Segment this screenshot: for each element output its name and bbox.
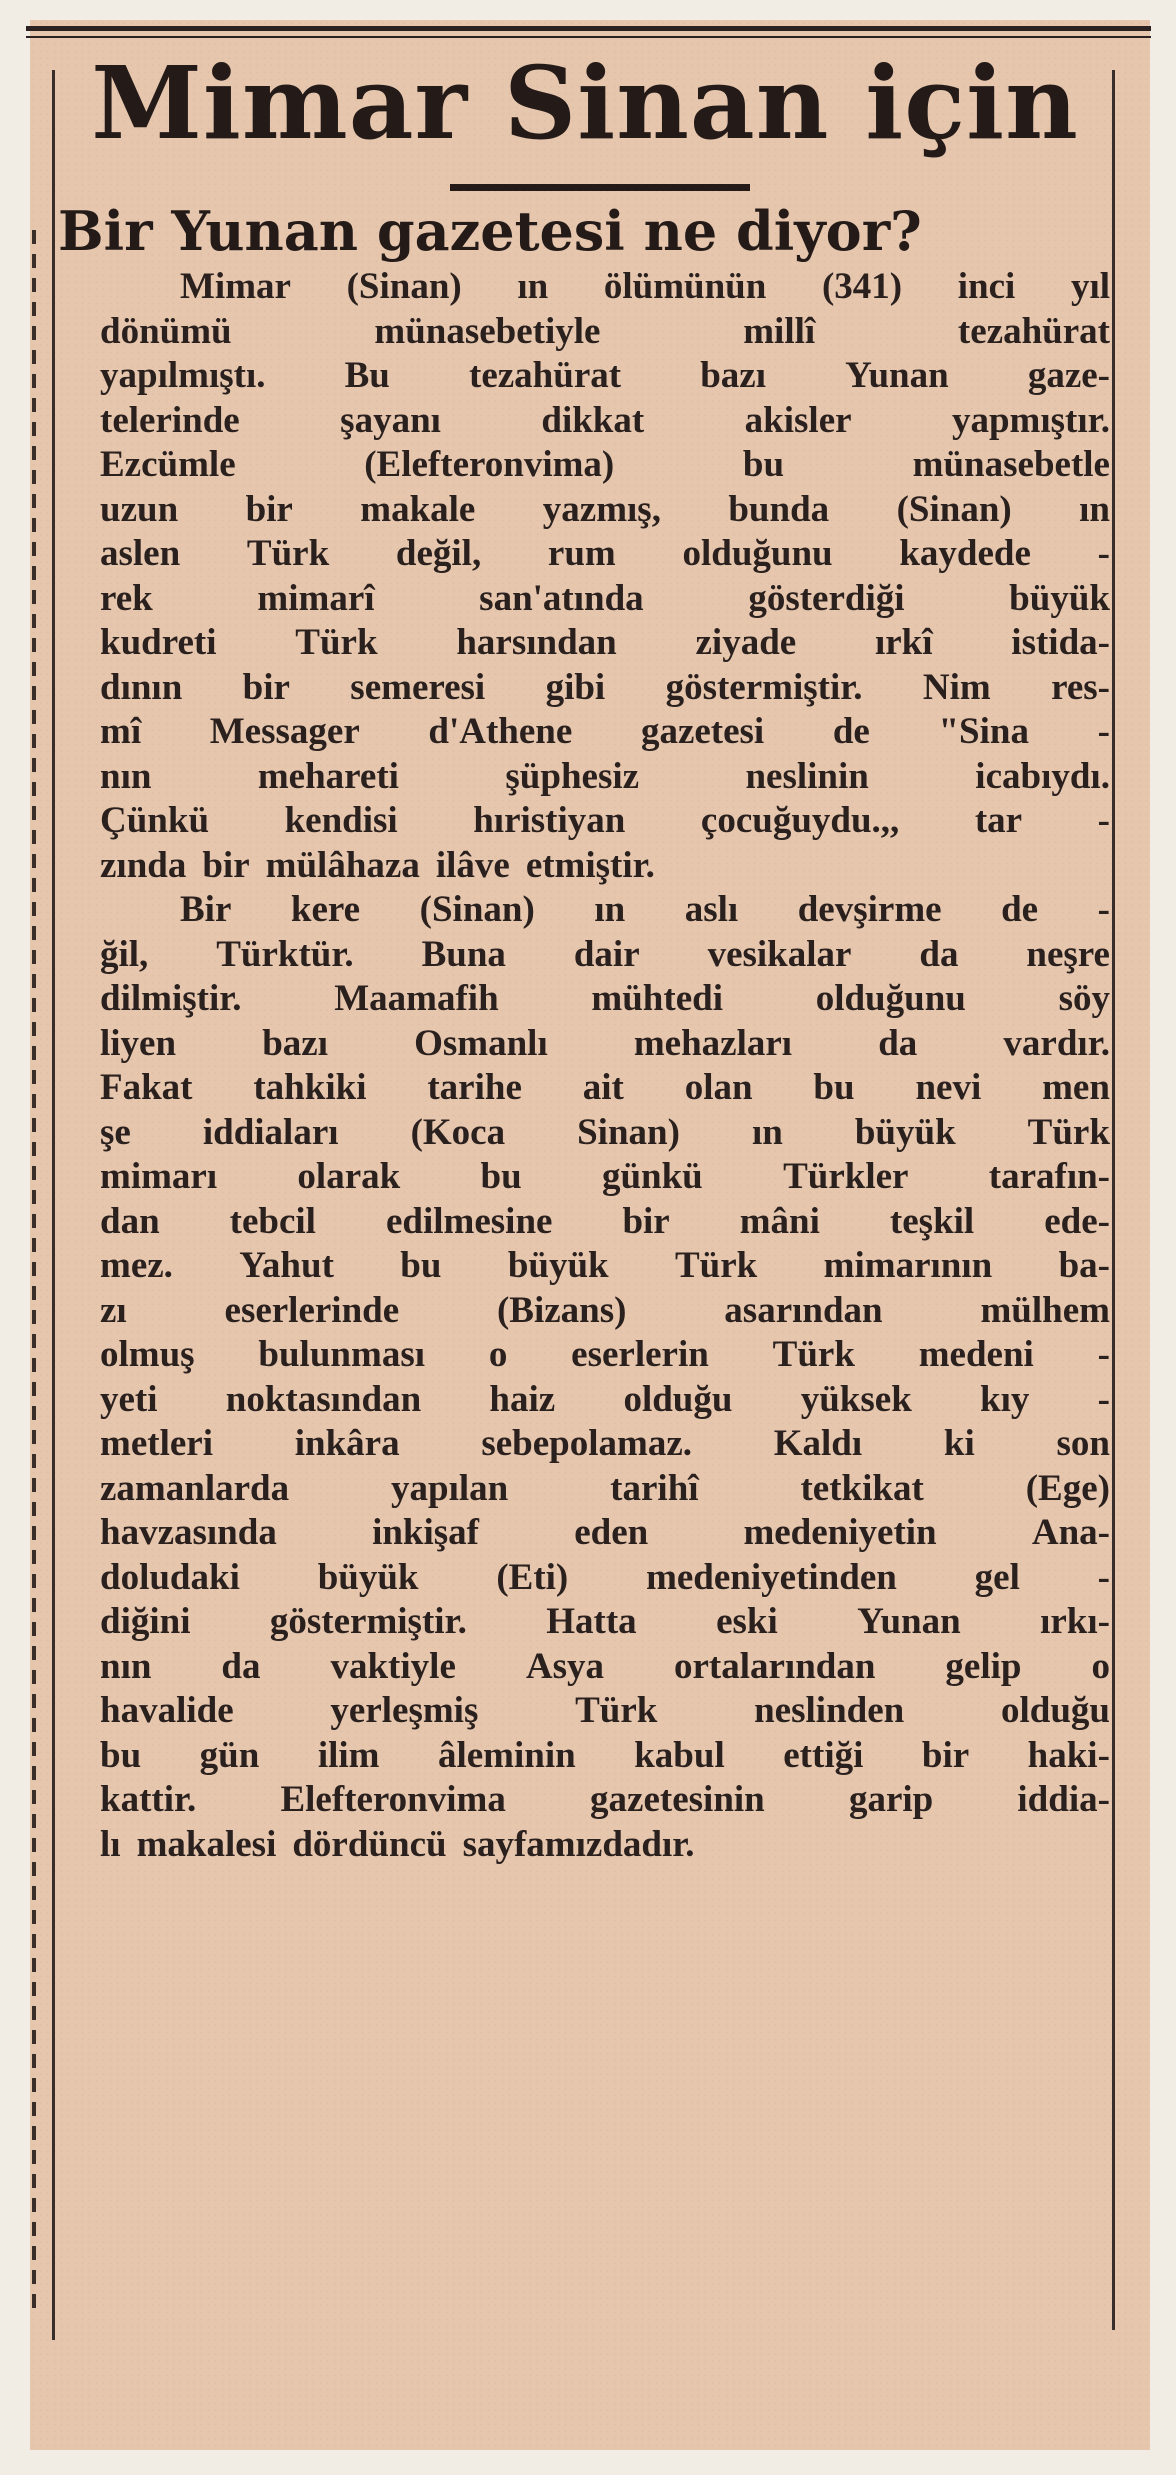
- word: neşre: [1026, 933, 1110, 975]
- word: teşkil: [889, 1200, 975, 1242]
- word: aslen: [100, 533, 181, 574]
- word: tar: [974, 800, 1023, 841]
- word: rum: [547, 533, 616, 574]
- word: olduğunu: [815, 978, 966, 1019]
- word: mühtedi: [591, 978, 723, 1019]
- word: zında: [100, 844, 187, 886]
- word: hıristiyan: [473, 800, 626, 841]
- word: dördüncü: [292, 1823, 447, 1865]
- word: ede-: [1044, 1200, 1110, 1242]
- word: Asya: [525, 1645, 604, 1687]
- word: mehareti: [257, 755, 399, 797]
- word: Osmanlı: [414, 1022, 548, 1064]
- word: Çünkü: [100, 800, 210, 841]
- word: bu: [742, 444, 785, 485]
- word: şayanı: [340, 399, 441, 441]
- word: Hatta: [546, 1601, 637, 1642]
- word: (Eti): [496, 1556, 569, 1598]
- word: Türk: [575, 1690, 658, 1731]
- word: yapılmıştı.: [100, 355, 266, 396]
- article-body: [100, 265, 1110, 1867]
- word: kabul: [634, 1734, 725, 1776]
- text-line: [100, 1734, 1110, 1779]
- text-line: [100, 577, 1110, 622]
- word: olmuş: [100, 1334, 195, 1375]
- word: Yunan: [857, 1601, 961, 1642]
- word: medeni: [918, 1334, 1034, 1375]
- text-line: [100, 1333, 1110, 1378]
- word: ziyade: [695, 622, 797, 663]
- text-line: [100, 399, 1110, 444]
- word: ki: [943, 1423, 975, 1464]
- text-line: [100, 1645, 1110, 1690]
- top-rule-thin: [26, 36, 1151, 38]
- word: ırkî: [874, 622, 933, 663]
- word: de: [832, 711, 870, 752]
- word: vesikalar: [707, 933, 852, 975]
- word: bir: [242, 666, 290, 708]
- word: Nim: [922, 666, 991, 708]
- word: vardır.: [1003, 1022, 1110, 1064]
- word: kattir.: [100, 1779, 197, 1820]
- word: (Bizans): [496, 1289, 627, 1331]
- word: dönümü: [100, 310, 232, 352]
- word: bir: [245, 488, 293, 530]
- word: metleri: [100, 1423, 213, 1464]
- top-rule: [26, 26, 1151, 31]
- word: tarafın-: [988, 1156, 1110, 1197]
- word: günkü: [601, 1156, 703, 1197]
- word: -: [1097, 800, 1110, 841]
- word: Sinan): [577, 1111, 680, 1153]
- word: Bu: [344, 355, 390, 396]
- text-line: [100, 1378, 1110, 1423]
- word: ilim: [317, 1734, 380, 1776]
- text-line: [100, 488, 1110, 533]
- word: göstermiştir.: [665, 666, 863, 708]
- word: şe: [100, 1111, 131, 1153]
- word: -: [1097, 1334, 1110, 1375]
- word: dilmiştir.: [100, 978, 242, 1019]
- word: (Sinan): [419, 889, 535, 930]
- word: bu: [100, 1734, 142, 1776]
- word: gazetesi: [640, 711, 765, 752]
- word: yazmış,: [542, 488, 661, 530]
- word: Türkler: [783, 1156, 909, 1197]
- word: olduğu: [1000, 1690, 1110, 1731]
- word: olan: [684, 1067, 753, 1108]
- word: uzun: [100, 488, 179, 530]
- word: Yunan: [845, 355, 949, 396]
- text-line: [100, 888, 1110, 933]
- word: tetkikat: [800, 1467, 924, 1509]
- text-line: [100, 443, 1110, 488]
- text-line: [100, 1022, 1110, 1067]
- word: harsından: [456, 622, 617, 663]
- word: olduğunu: [682, 533, 833, 574]
- word: göstermiştir.: [269, 1601, 467, 1642]
- left-column-rule: [52, 70, 55, 2340]
- word: olarak: [297, 1156, 401, 1197]
- word: gelip: [945, 1645, 1022, 1687]
- text-line: [100, 354, 1110, 399]
- word: da: [919, 933, 959, 975]
- word: çocuğuydu.,,: [700, 800, 900, 841]
- word: doludaki: [100, 1556, 240, 1598]
- word: sayfamızdadır.: [462, 1823, 695, 1865]
- text-line: [100, 1556, 1110, 1601]
- word: yerleşmiş: [330, 1690, 479, 1731]
- word: akisler: [744, 399, 852, 441]
- word: bir: [202, 844, 250, 886]
- text-line: [100, 844, 1110, 889]
- word: lı: [100, 1823, 121, 1865]
- word: san'atında: [479, 577, 644, 619]
- word: bir: [622, 1200, 670, 1242]
- word: münasebetiyle: [374, 310, 601, 352]
- word: men: [1042, 1067, 1110, 1108]
- word: inci: [957, 266, 1016, 307]
- text-line: [100, 1111, 1110, 1156]
- word: bunda: [728, 488, 830, 530]
- text-line: [100, 1689, 1110, 1734]
- word: -: [1097, 711, 1110, 752]
- word: liyen: [100, 1022, 177, 1064]
- word: haiz: [489, 1378, 556, 1420]
- word: inkâra: [294, 1423, 400, 1464]
- word: tebcil: [229, 1200, 316, 1242]
- word: yapılan: [391, 1467, 509, 1509]
- word: büyük: [507, 1245, 609, 1286]
- word: bu: [480, 1156, 522, 1197]
- word: ın: [594, 889, 626, 930]
- word: Elefteronvima: [280, 1779, 506, 1820]
- word: de: [1001, 889, 1039, 930]
- word: medeniyetinden: [646, 1556, 897, 1598]
- word: (Ege): [1025, 1467, 1110, 1509]
- word: Türk: [246, 533, 330, 574]
- word: nevi: [915, 1067, 982, 1108]
- word: eski: [716, 1601, 778, 1642]
- word: -: [1097, 1556, 1110, 1598]
- word: kere: [290, 889, 361, 930]
- text-line: [100, 799, 1110, 844]
- word: makale: [360, 488, 476, 530]
- word: ölümünün: [603, 266, 767, 307]
- word: neslinin: [745, 755, 869, 797]
- word: (341): [821, 266, 903, 307]
- word: Mimar: [180, 266, 291, 307]
- word: etmiştir.: [525, 844, 655, 886]
- left-dashed-border: [32, 230, 36, 2310]
- word: dının: [100, 666, 183, 708]
- word: münasebetle: [912, 444, 1110, 485]
- word: nın: [100, 755, 152, 797]
- word: gel: [974, 1556, 1020, 1598]
- word: ın: [1079, 488, 1110, 530]
- text-line: [100, 1244, 1110, 1289]
- word: tezahürat: [957, 310, 1110, 352]
- word: diğini: [100, 1601, 191, 1642]
- word: son: [1056, 1423, 1110, 1464]
- word: büyük: [1009, 577, 1110, 619]
- word: (Sinan): [896, 488, 1012, 530]
- word: bulunması: [258, 1334, 425, 1375]
- word: noktasından: [225, 1378, 422, 1420]
- word: (Sinan): [346, 266, 462, 307]
- word: neslinden: [754, 1690, 905, 1731]
- word: bazı: [262, 1022, 328, 1064]
- word: Buna: [421, 933, 506, 975]
- word: aslı: [684, 889, 739, 930]
- word: büyük: [317, 1556, 419, 1598]
- word: bu: [813, 1067, 855, 1108]
- word: inkişaf: [372, 1512, 479, 1553]
- text-line: [100, 977, 1110, 1022]
- word: yıl: [1070, 266, 1110, 307]
- word: yüksek: [800, 1378, 912, 1420]
- text-line: [100, 755, 1110, 800]
- text-line: [100, 1200, 1110, 1245]
- word: sebepolamaz.: [481, 1423, 692, 1464]
- word: medeniyetin: [743, 1512, 937, 1553]
- word: o: [488, 1334, 508, 1375]
- word: mehazları: [633, 1022, 793, 1064]
- word: mî: [100, 711, 142, 752]
- word: da: [878, 1022, 918, 1064]
- word: millî: [743, 310, 816, 352]
- word: bazı: [700, 355, 766, 396]
- word: -: [1097, 889, 1110, 930]
- word: ırkı-: [1040, 1601, 1110, 1642]
- word: Ezcümle: [100, 444, 236, 485]
- word: eserlerinde: [224, 1289, 400, 1331]
- word: mülhem: [980, 1289, 1110, 1331]
- word: edilmesine: [385, 1200, 553, 1242]
- text-line: [100, 1289, 1110, 1334]
- word: semeresi: [350, 666, 486, 708]
- word: -: [1097, 1378, 1110, 1420]
- word: zı: [100, 1289, 127, 1331]
- word: ğil,: [100, 933, 149, 975]
- word: dair: [573, 933, 640, 975]
- text-line: [100, 1778, 1110, 1823]
- word: şüphesiz: [505, 755, 640, 797]
- word: mâni: [739, 1200, 820, 1242]
- word: dan: [100, 1200, 160, 1242]
- word: Türk: [1027, 1111, 1110, 1153]
- word: Maamafih: [334, 978, 499, 1019]
- word: yeti: [100, 1378, 158, 1420]
- word: mez.: [100, 1245, 173, 1286]
- word: haki-: [1027, 1734, 1110, 1776]
- word: res-: [1051, 666, 1110, 708]
- text-line: [100, 1155, 1110, 1200]
- word: mimarı: [100, 1156, 218, 1197]
- word: kudreti: [100, 622, 217, 663]
- word: d'Athene: [428, 711, 573, 752]
- word: ın: [517, 266, 549, 307]
- text-line: [100, 1823, 1110, 1868]
- word: ba-: [1058, 1245, 1110, 1286]
- word: iddiaları: [202, 1111, 339, 1153]
- word: zamanlarda: [100, 1467, 290, 1509]
- word: kıy: [980, 1378, 1030, 1420]
- word: icabıydı.: [975, 755, 1110, 797]
- word: söy: [1058, 978, 1110, 1019]
- word: mimarî: [257, 577, 375, 619]
- word: makalesi: [136, 1823, 277, 1865]
- text-line: [100, 1600, 1110, 1645]
- word: Bir: [180, 889, 232, 930]
- word: eden: [574, 1512, 649, 1553]
- word: gaze-: [1027, 355, 1110, 396]
- text-line: [100, 265, 1110, 310]
- text-line: [100, 933, 1110, 978]
- word: yapmıştır.: [951, 399, 1110, 441]
- word: da: [221, 1645, 261, 1687]
- text-line: [100, 621, 1110, 666]
- word: gibi: [545, 666, 606, 708]
- word: kaydede: [899, 533, 1031, 574]
- word: vaktiyle: [330, 1645, 456, 1687]
- word: Kaldı: [773, 1423, 863, 1464]
- text-line: [100, 1066, 1110, 1111]
- word: tarihe: [427, 1067, 522, 1108]
- word: nın: [100, 1645, 152, 1687]
- word: -: [1097, 533, 1110, 574]
- word: Türk: [772, 1334, 855, 1375]
- paragraph-2: [100, 888, 1110, 1867]
- word: ait: [582, 1067, 624, 1108]
- word: ortalarından: [673, 1645, 876, 1687]
- word: garip: [848, 1779, 934, 1820]
- text-line: [100, 710, 1110, 755]
- text-line: [100, 310, 1110, 355]
- word: (Elefteronvima): [364, 444, 615, 485]
- word: gün: [199, 1734, 260, 1776]
- word: o: [1091, 1645, 1110, 1687]
- word: ın: [751, 1111, 783, 1153]
- word: olduğu: [623, 1378, 733, 1420]
- word: kendisi: [284, 800, 398, 841]
- right-column-rule: [1112, 70, 1115, 2330]
- word: dikkat: [541, 399, 645, 441]
- word: Türk: [295, 622, 378, 663]
- word: devşirme: [797, 889, 942, 930]
- word: Türk: [675, 1245, 758, 1286]
- word: değil,: [395, 533, 482, 574]
- word: telerinde: [100, 399, 240, 441]
- word: gazetesinin: [590, 1779, 765, 1820]
- text-line: [100, 1422, 1110, 1467]
- word: bir: [921, 1734, 970, 1776]
- word: bu: [400, 1245, 442, 1286]
- word: Ana-: [1031, 1512, 1110, 1553]
- word: eserlerin: [571, 1334, 709, 1375]
- word: Yahut: [239, 1245, 334, 1286]
- word: rek: [100, 577, 153, 619]
- text-line: [100, 1511, 1110, 1556]
- word: asarından: [724, 1289, 883, 1331]
- subheadline: Bir Yunan gazetesi ne diyor?: [58, 199, 922, 263]
- word: tezahürat: [469, 355, 622, 396]
- word: gösterdiği: [748, 577, 905, 619]
- headline-divider: [450, 184, 750, 191]
- word: Türktür.: [216, 933, 354, 975]
- text-line: [100, 1467, 1110, 1512]
- text-line: [100, 666, 1110, 711]
- word: tahkiki: [253, 1067, 367, 1108]
- word: havalide: [100, 1690, 234, 1731]
- word: mülâhaza: [265, 844, 420, 886]
- word: ettiği: [783, 1734, 864, 1776]
- word: tarihî: [610, 1467, 699, 1509]
- word: mimarının: [823, 1245, 993, 1286]
- word: ilâve: [435, 844, 510, 886]
- word: âleminin: [437, 1734, 576, 1776]
- word: (Koca: [410, 1111, 506, 1153]
- word: istida-: [1011, 622, 1110, 663]
- word: havzasında: [100, 1512, 277, 1553]
- word: Fakat: [100, 1067, 193, 1108]
- paragraph-1: [100, 265, 1110, 888]
- text-line: [100, 532, 1110, 577]
- word: iddia-: [1017, 1779, 1110, 1820]
- headline: Mimar Sinan için: [91, 44, 1079, 162]
- word: "Sina: [938, 711, 1029, 752]
- word: Messager: [209, 711, 360, 752]
- word: büyük: [854, 1111, 956, 1153]
